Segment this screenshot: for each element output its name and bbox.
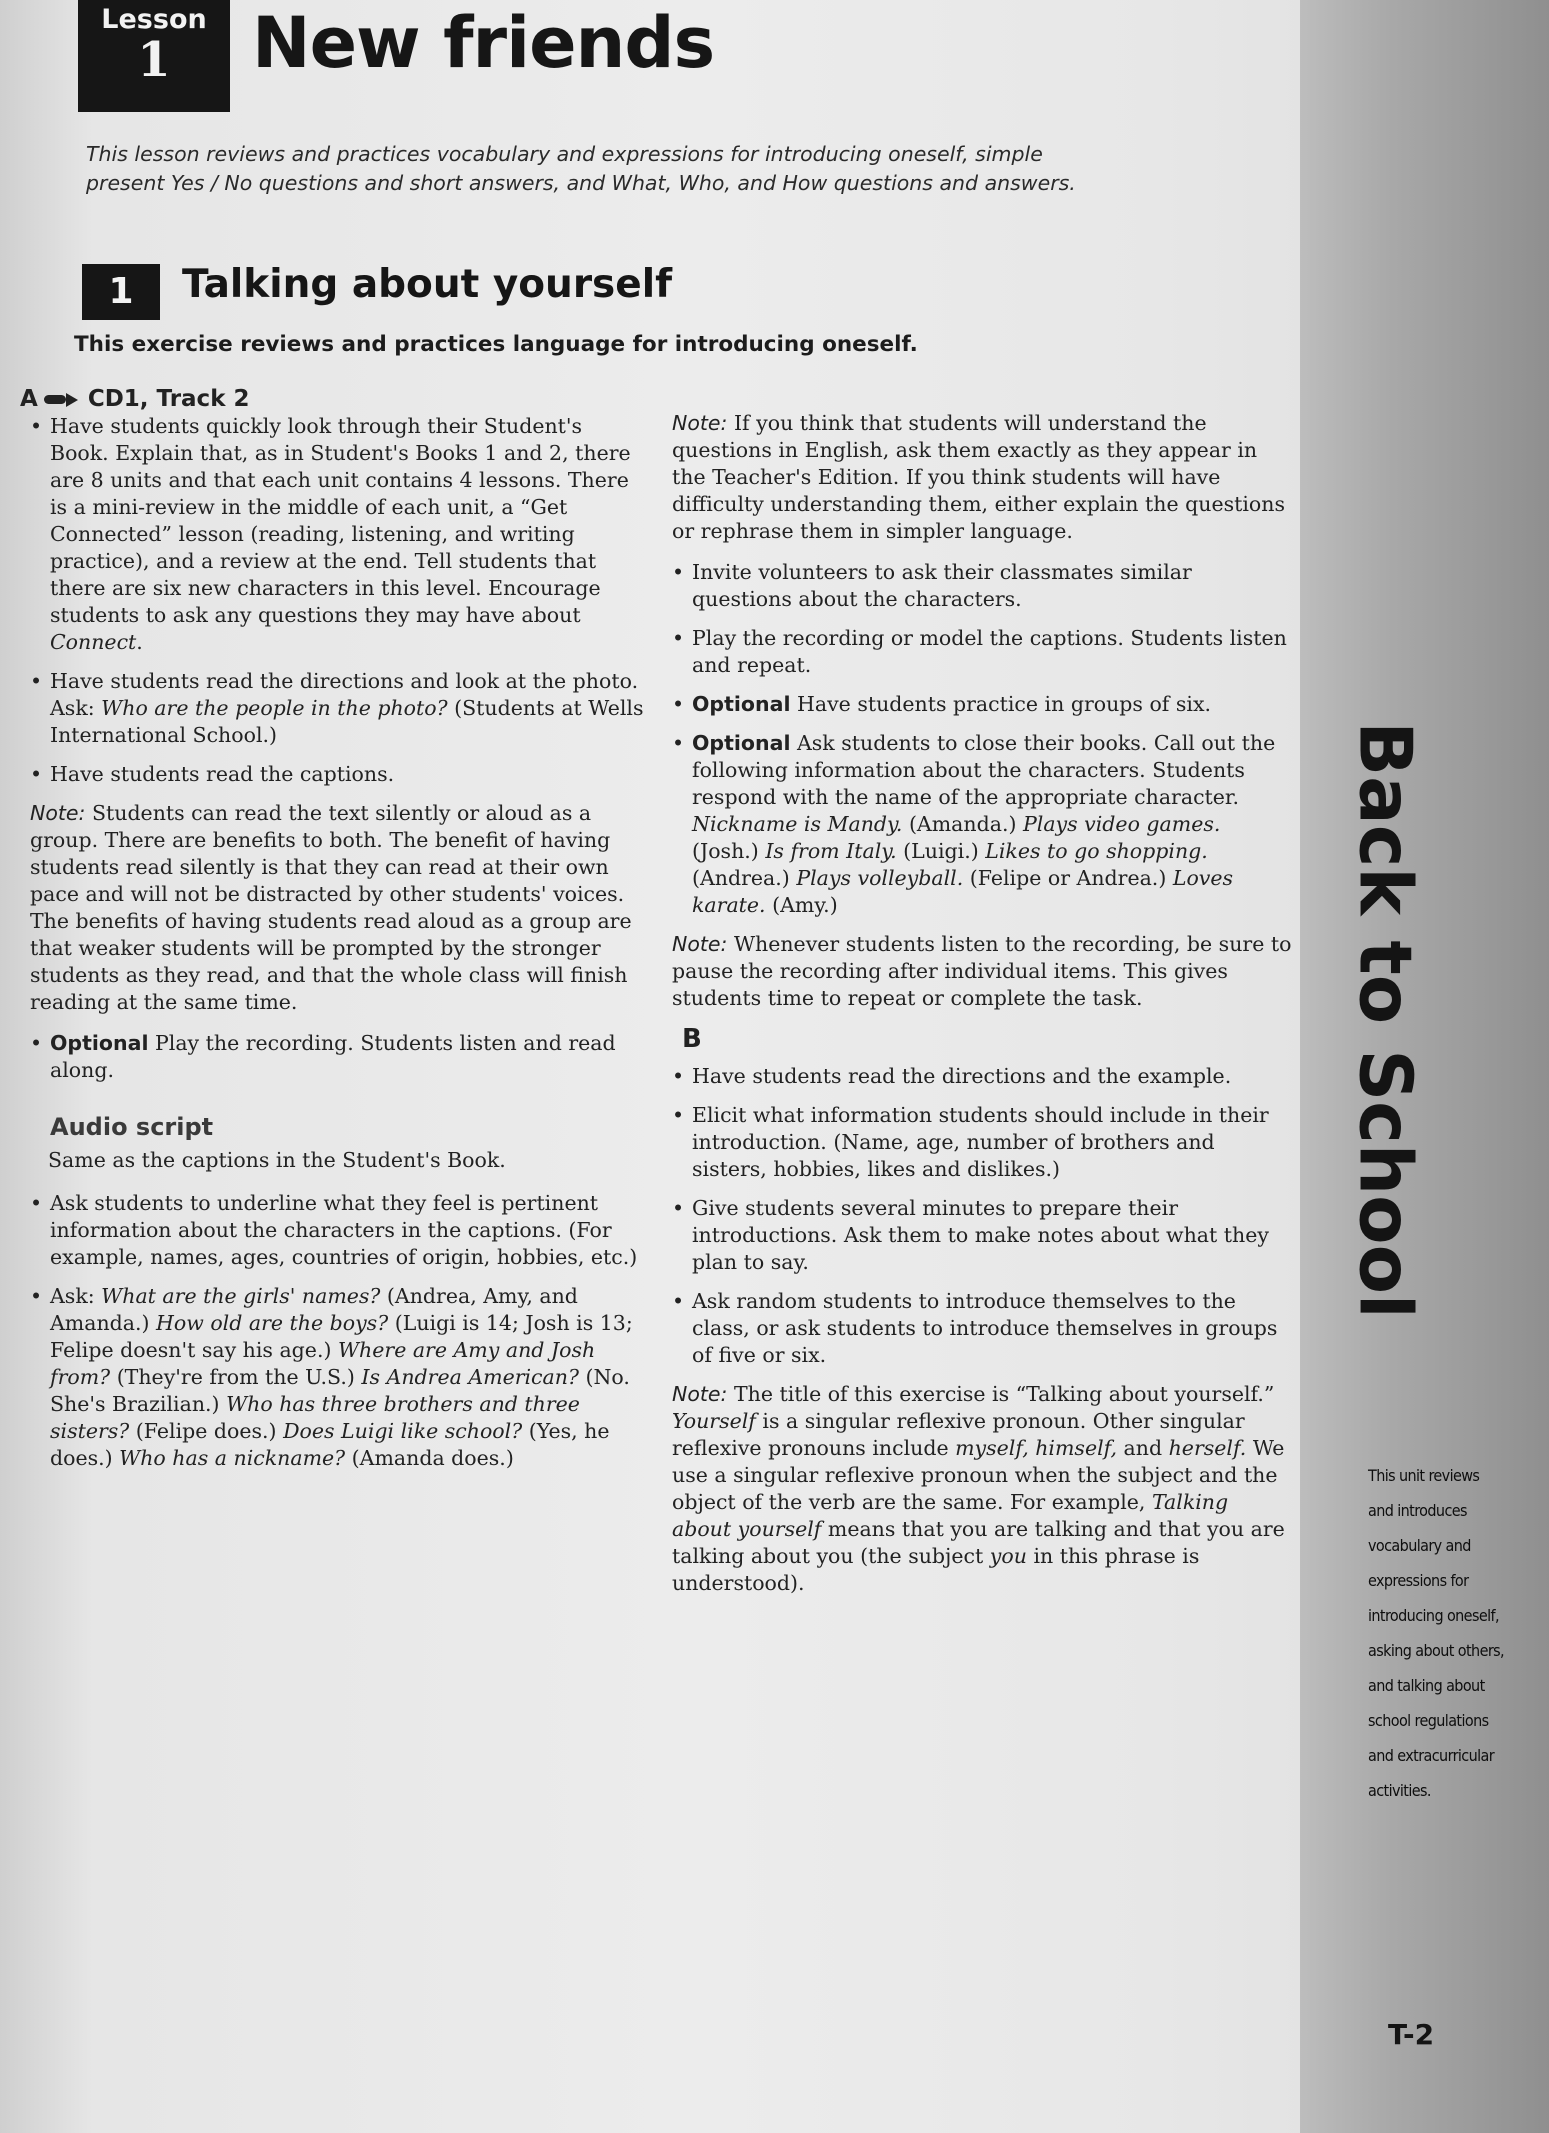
list-item: • Elicit what information students should include in their introduction. (Name, age, number of brothers and sisters, hobbies, likes and dislikes.) bbox=[662, 1102, 1292, 1183]
note-reflexive: Note: The title of this exercise is “Talking about yourself.” Yourself is a singular reflexive pronoun. Other singular reflexive pronouns include myself, himself, and herself. We use a singular reflexive pronoun when the subject and the object of the verb are the same. For example, Talking about yourself means that you are talking and that you are talking about you (the subject you in this phrase is understood). bbox=[672, 1382, 1285, 1595]
part-a-label: A bbox=[20, 386, 38, 412]
note-pause: Note: Whenever students listen to the recording, be sure to pause the recording after individual items. This gives students time to repeat or complete the task. bbox=[672, 932, 1292, 1010]
left-column bbox=[20, 386, 645, 1484]
page-number: T-2 bbox=[1388, 2018, 1435, 2051]
list-item: • Invite volunteers to ask their classmates similar questions about the characters. bbox=[662, 559, 1292, 613]
part-a-more-steps bbox=[20, 1190, 645, 1472]
list-item: • Have students quickly look through their Student's Book. Explain that, as in Student's Books 1 and 2, there are 8 units and that each unit contains 4 lessons. There is a mini-review in the middle of each unit, a “Get Connected” lesson (reading, listening, and writing practice), and a review at the end. Tell students that there are six new characters in this level. Encourage students to ask any questions they may have about Connect. bbox=[20, 413, 645, 656]
lesson-number: 1 bbox=[137, 32, 171, 88]
list-item: • Ask: What are the girls' names? (Andrea, Amy, and Amanda.) How old are the boys? (Luigi is 14; Josh is 13; Felipe doesn't say his age.) Where are Amy and Josh from? (They're from the U.S.) Is Andrea American? (No. She's Brazilian.) Who has three brothers and three sisters? (Felipe does.) Does Luigi like school? (Yes, he does.) Who has a nickname? (Amanda does.) bbox=[20, 1283, 645, 1472]
part-a-heading bbox=[20, 386, 645, 413]
right-steps bbox=[662, 559, 1292, 919]
cd-audio-icon bbox=[44, 393, 78, 407]
note-questions: Note: If you think that students will understand the questions in English, ask them exactly as they appear in the Teacher's Edition. If you think students will have difficulty understanding them, either explain the questions or rephrase them in simpler language. bbox=[672, 411, 1285, 543]
part-a-optional bbox=[20, 1030, 645, 1084]
right-column bbox=[662, 408, 1292, 1611]
list-item: • Have students read the directions and the example. bbox=[662, 1063, 1292, 1090]
list-item: • Ask random students to introduce themselves to the class, or ask students to introduce themselves in groups of five or six. bbox=[662, 1288, 1292, 1369]
section-description: This exercise reviews and practices language for introducing oneself. bbox=[74, 332, 918, 357]
section-title: Talking about yourself bbox=[182, 262, 673, 307]
unit-title: Back to School bbox=[1344, 721, 1429, 1319]
lesson-intro: This lesson reviews and practices vocabulary and expressions for introducing oneself, simple present Yes / No questions and short answers, and What, Who, and How questions and answers. bbox=[86, 142, 1076, 195]
list-item: • Play the recording or model the captions. Students listen and repeat. bbox=[662, 625, 1292, 679]
part-b-steps bbox=[662, 1063, 1292, 1369]
track-label: CD1, Track 2 bbox=[87, 386, 250, 412]
note-reading: Note: Students can read the text silently or aloud as a group. There are benefits to both. The benefit of having students read silently is that they can read at their own pace and will not be distracted by other students' voices. The benefits of having students read aloud as a group are that weaker students will be prompted by the stronger students as they read, and that the whole class will finish reading at the same time. bbox=[30, 801, 632, 1014]
unit-description: This unit reviews and introduces vocabulary and expressions for introducing oneself, asking about others, and talking about school regulations and extracurricular activities. bbox=[1368, 1466, 1505, 1800]
unit-title-vertical bbox=[1306, 670, 1466, 1370]
list-item: • Ask students to underline what they feel is pertinent information about the characters in the captions. (For example, names, ages, countries of origin, hobbies, etc.) bbox=[20, 1190, 645, 1271]
lesson-title: New friends bbox=[252, 2, 715, 84]
part-a-steps bbox=[20, 413, 645, 788]
list-item: • Have students read the directions and look at the photo. Ask: Who are the people in the photo? (Students at Wells International School.) bbox=[20, 668, 645, 749]
lesson-badge bbox=[78, 0, 230, 112]
list-item: • Give students several minutes to prepare their introductions. Ask them to make notes about what they plan to say. bbox=[662, 1195, 1292, 1276]
list-item: • Have students read the captions. bbox=[20, 761, 645, 788]
audio-script-text: Same as the captions in the Student's Book. bbox=[48, 1148, 506, 1172]
section-number: 1 bbox=[82, 264, 160, 320]
lesson-label: Lesson bbox=[101, 4, 207, 35]
audio-script-heading: Audio script bbox=[50, 1113, 214, 1141]
part-b-label: B bbox=[682, 1024, 702, 1054]
list-item: • Optional Play the recording. Students listen and read along. bbox=[20, 1030, 645, 1084]
list-item: • Optional Ask students to close their books. Call out the following information about the characters. Students respond with the name of the appropriate character. Nickname is Mandy. (Amanda.) Plays video games. (Josh.) Is from Italy. (Luigi.) Likes to go shopping. (Andrea.) Plays volleyball. (Felipe or Andrea.) Loves karate. (Amy.) bbox=[662, 730, 1292, 919]
list-item: • Optional Have students practice in groups of six. bbox=[662, 691, 1292, 718]
